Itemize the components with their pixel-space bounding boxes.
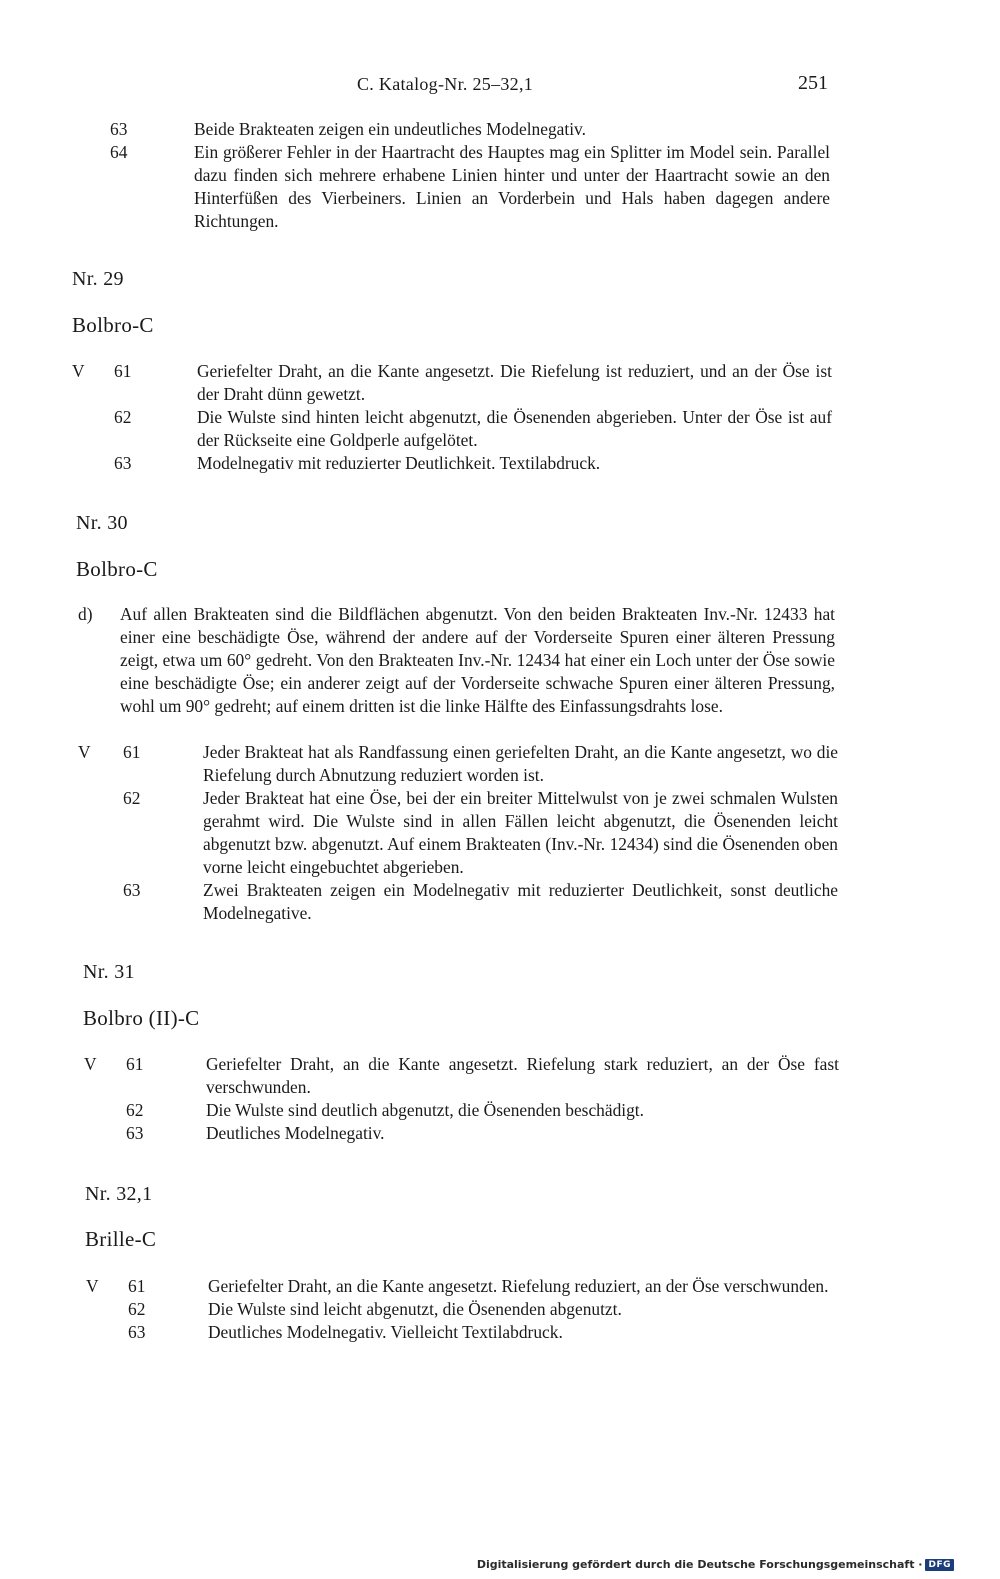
entry-number: 63 [126, 1123, 144, 1143]
entry-number: 63 [128, 1322, 146, 1342]
entry-number: 62 [114, 407, 132, 427]
entry-number: 62 [123, 788, 141, 808]
entry-text: Zwei Brakteaten zeigen ein Modelnegativ mit reduzierter Deutlichkeit, sonst deutliche Modelnegative. [203, 880, 838, 923]
entry-text: Deutliches Modelnegativ. Vielleicht Textilabdruck. [208, 1322, 563, 1342]
entry-number: 63 [123, 880, 141, 900]
entry-number: 63 [114, 453, 132, 473]
entry-text: Modelnegativ mit reduzierter Deutlichkeit. Textilabdruck. [197, 453, 601, 473]
entry-number: 63 [110, 119, 128, 139]
catalog-entry [86, 1298, 841, 1321]
catalog-number-heading: Nr. 29 [72, 268, 124, 290]
entry-text: Geriefelter Draht, an die Kante angesetzt. Riefelung stark reduziert, an der Öse fast verschwunden. [206, 1054, 839, 1097]
entry-text: Ein größerer Fehler in der Haartracht des Hauptes mag ein Splitter im Model sein. Parallel dazu finden sich mehrere erhabene Linien hinter und unter der Haartracht sowie an den Hinterfüßen des Vierbeiners. Linien an Vorderbein und Hals haben dagegen andere Richtungen. [194, 142, 830, 231]
page-number: 251 [798, 72, 828, 94]
paragraph-prefix: d) [78, 604, 93, 624]
running-header: C. Katalog-Nr. 25–32,1 [357, 74, 534, 94]
catalog-entry [72, 452, 832, 475]
entry-text: Deutliches Modelnegativ. [206, 1123, 385, 1143]
catalog-entry [78, 741, 838, 787]
entry-text: Geriefelter Draht, an die Kante angesetzt. Riefelung reduziert, an der Öse verschwunden. [208, 1276, 829, 1296]
entry-text: Beide Brakteaten zeigen ein undeutliches Modelnegativ. [194, 119, 586, 139]
entry-number: 61 [114, 361, 132, 381]
credit-text: Digitalisierung gefördert durch die Deutsche Forschungsgemeinschaft · [476, 1558, 923, 1571]
entry-number: 62 [126, 1100, 144, 1120]
entry-number: 62 [128, 1299, 146, 1319]
catalog-name-heading: Brille-C [85, 1227, 157, 1251]
entry-prefix: V [84, 1054, 97, 1074]
section-entries [84, 1053, 839, 1145]
catalog-entry [110, 118, 830, 141]
entry-number: 61 [126, 1054, 144, 1074]
entry-number: 61 [128, 1276, 146, 1296]
paragraph-text: Auf allen Brakteaten sind die Bildflächen abgenutzt. Von den beiden Brakteaten Inv.-Nr. 12433 hat einer eine beschädigte Öse, während der andere auf der Vorderseite Spuren einer älteren Pressung zeigt, etwa um 60° gedreht. Von den Brakteaten Inv.-Nr. 12434 hat einer ein Loch unter der Öse sowie eine beschädigte Öse; ein anderer zeigt auf der Vorderseite schwache Spuren einer älteren Pressung, wohl um 90° gedreht; auf einem dritten ist die linke Hälfte des Einfassungsdrahts lose. [120, 604, 835, 716]
entry-prefix: V [86, 1276, 99, 1296]
catalog-entry [84, 1122, 839, 1145]
entry-prefix: V [72, 361, 85, 381]
entry-text: Die Wulste sind deutlich abgenutzt, die Ösenenden beschädigt. [206, 1100, 644, 1120]
catalog-entry [72, 406, 832, 452]
section-entries [78, 741, 838, 925]
catalog-name-heading: Bolbro-C [76, 557, 158, 581]
catalog-entry [110, 141, 830, 233]
summary-paragraph [78, 603, 835, 718]
catalog-number-heading: Nr. 30 [76, 512, 128, 534]
catalog-name-heading: Bolbro-C [72, 313, 154, 337]
digitization-credit [477, 1558, 954, 1571]
entry-text: Die Wulste sind hinten leicht abgenutzt, die Ösenenden abgerieben. Unter der Öse ist auf der Rückseite eine Goldperle aufgelötet. [197, 407, 832, 450]
entry-text: Jeder Brakteat hat eine Öse, bei der ein breiter Mittelwulst von je zwei schmalen Wulsten gerahmt wird. Die Wulste sind in allen Fällen leicht abgenutzt, die Ösenenden leicht abgenutzt bzw. abgenutzt. Auf einem Brakteaten (Inv.-Nr. 12434) sind die Ösenenden oben vorne leicht eingebuchtet abgerieben. [203, 788, 838, 877]
catalog-entry [84, 1099, 839, 1122]
catalog-entry [86, 1321, 841, 1344]
section-entries [86, 1275, 841, 1344]
entry-number: 64 [110, 142, 128, 162]
catalog-entry [78, 787, 838, 879]
entry-prefix: V [78, 742, 91, 762]
catalog-name-heading: Bolbro (II)-C [83, 1006, 200, 1030]
entry-text: Die Wulste sind leicht abgenutzt, die Ösenenden abgenutzt. [208, 1299, 622, 1319]
catalog-number-heading: Nr. 31 [83, 961, 135, 983]
entry-number: 61 [123, 742, 141, 762]
entry-text: Jeder Brakteat hat als Randfassung einen geriefelten Draht, an die Kante angesetzt, wo die Riefelung durch Abnutzung reduziert worden ist. [203, 742, 838, 785]
section-entries [72, 360, 832, 475]
entry-text: Geriefelter Draht, an die Kante angesetzt. Die Riefelung ist reduziert, und an der Öse ist der Draht dünn gewetzt. [197, 361, 832, 404]
top-entries [110, 118, 830, 233]
catalog-number-heading: Nr. 32,1 [85, 1183, 153, 1205]
dfg-logo-icon: DFG [925, 1559, 954, 1571]
catalog-entry [86, 1275, 841, 1298]
catalog-entry [78, 879, 838, 925]
catalog-entry [72, 360, 832, 406]
catalog-entry [84, 1053, 839, 1099]
